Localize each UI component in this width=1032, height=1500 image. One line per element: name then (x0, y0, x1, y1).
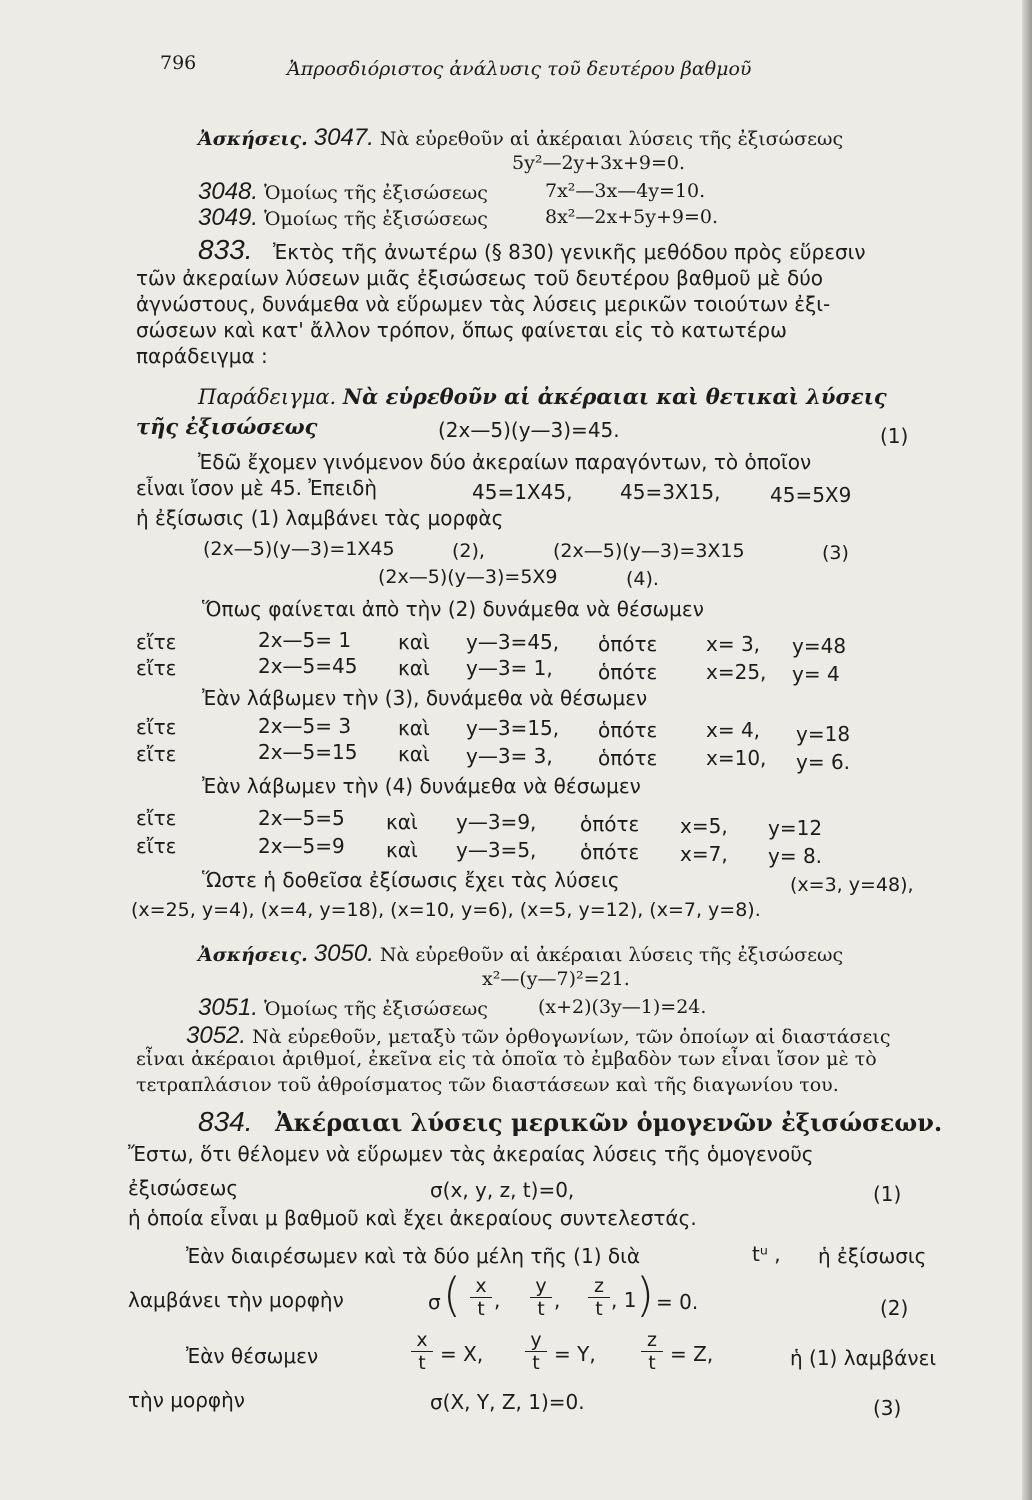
section-834-line: Ἔστω, ὅτι θέλομεν νὰ εὕρωμεν τὰς ἀκεραίας λύσεις τῆς ὁμογενοῦς (128, 1142, 814, 1166)
case-factor-b: y—3=15, (466, 716, 560, 740)
solution-y: y= 8. (768, 844, 823, 868)
numerator: y (535, 1275, 547, 1297)
exercise-number: 3048. (198, 178, 259, 205)
case-factor-a: 2x—5= 3 (258, 714, 352, 738)
fraction-z-over-t (588, 1276, 610, 1319)
equation-tag-3: (3) (873, 1396, 902, 1420)
case-and: καὶ (386, 838, 418, 862)
solution-y: y= 6. (796, 750, 851, 774)
exercise-3048 (198, 178, 488, 206)
equation-3050: x²—(y—7)²=21. (482, 968, 630, 990)
equals-X: = X, (440, 1342, 484, 1366)
solutions-list: (x=25, y=4), (x=4, y=18), (x=10, y=6), (x=5, y=12), (x=7, y=8). (131, 899, 761, 921)
exercise-text: Ὁμοίως τῆς ἐξισώσεως (264, 998, 488, 1020)
numerator: x (416, 1329, 428, 1351)
section-834-line: ἡ ὁποία εἶναι μ βαθμοῦ καὶ ἔχει ἀκεραίους συντελεστάς. (128, 1206, 697, 1230)
exercise-number: 3052. (186, 1022, 247, 1049)
sigma-symbol: σ (428, 1290, 441, 1314)
example-label: Παράδειγμα. (198, 385, 337, 409)
exercise-3047 (198, 124, 843, 152)
case-and: καὶ (398, 716, 430, 740)
exercise-text: Ὁμοίως τῆς ἐξισώσεως (264, 182, 488, 204)
equals-Z: = Z, (670, 1342, 714, 1366)
example-intro: Ἐὰν λάβωμεν τὴν (4) δυνάμεθα νὰ θέσωμεν (202, 774, 641, 798)
fraction-x-over-t (411, 1330, 433, 1373)
section-834-title: Ἀκέραιαι λύσεις μερικῶν ὁμογενῶν ἐξισώσεων. (275, 1108, 943, 1137)
form-3: (2x—5)(y—3)=3X15 (553, 540, 745, 562)
equals-zero: = 0. (656, 1290, 699, 1314)
one-term: , 1 (611, 1288, 637, 1312)
case-then: ὁπότε (598, 718, 658, 742)
comma: , (554, 1288, 561, 1312)
exercises-label: Ἀσκήσεις. (198, 128, 308, 150)
example-line: Ἐδῶ ἔχομεν γινόμενον δύο ἀκεραίων παραγόντων, τὸ ὁποῖον (198, 450, 812, 474)
denominator: t (418, 1352, 426, 1374)
exercise-text: Ὁμοίως τῆς ἐξισώσεως (264, 208, 488, 230)
equation-tag-1: (1) (873, 1182, 902, 1206)
right-paren: ) (636, 1268, 654, 1322)
exercise-text: Νὰ εὑρεθοῦν αἱ ἀκέραιαι λύσεις τῆς ἐξισώσεως (379, 128, 844, 150)
solution-x: x= 3, (706, 632, 761, 656)
case-factor-a: 2x—5=5 (258, 806, 345, 830)
equation-tag-1: (1) (880, 424, 909, 448)
equation-3048: 7x²—3x—4y=10. (545, 180, 706, 202)
denominator: t (532, 1352, 540, 1374)
denominator: t (537, 1298, 545, 1320)
exercise-3049 (198, 204, 488, 232)
section-834-line-6-end: ἡ (1) λαμβάνει (790, 1346, 937, 1370)
case-word: εἴτε (136, 630, 177, 654)
case-factor-a: 2x—5=15 (258, 740, 358, 764)
exercise-number: 3049. (198, 204, 259, 231)
page-edge-shadow (1022, 0, 1032, 1500)
section-834-line-4: Ἐὰν διαιρέσωμεν καὶ τὰ δύο μέλη τῆς (1) διὰ (186, 1244, 641, 1268)
case-word: εἴτε (136, 834, 177, 858)
case-word: εἴτε (136, 656, 177, 680)
section-833-line: τῶν ἀκεραίων λύσεων μιᾶς ἐξισώσεως τοῦ δευτέρου βαθμοῦ μὲ δύο (136, 266, 824, 290)
section-834-line-2: ἐξισώσεως (128, 1176, 239, 1200)
section-833-line: ἀγνώστους, δυνάμεθα νὰ εὕρωμεν τὰς λύσεις μερικῶν τοιούτων ἐξι- (136, 292, 831, 316)
equation-3051: (x+2)(3y—1)=24. (538, 996, 707, 1018)
power-t-mu: tᵘ , (752, 1242, 781, 1266)
running-title: Ἀπροσδιόριστος ἀνάλυσις τοῦ δευτέρου βαθμοῦ (287, 58, 752, 80)
factor-1: 45=1X45, (472, 480, 573, 504)
section-834-line-5: λαμβάνει τὴν μορφὴν (128, 1288, 344, 1312)
factor-2: 45=3X15, (620, 480, 721, 504)
form-3-tag: (3) (822, 542, 849, 564)
example-line: ἡ ἐξίσωσις (1) λαμβάνει τὰς μορφὰς (136, 506, 504, 530)
numerator: x (475, 1275, 487, 1297)
example-intro: Ὅπως φαίνεται ἀπὸ τὴν (2) δυνάμεθα νὰ θέσωμεν (202, 597, 704, 621)
solution-x: x= 4, (706, 718, 761, 742)
section-834-number: 834. (198, 1106, 253, 1137)
example-heading-2: τῆς ἐξισώσεως (136, 414, 318, 439)
final-equation: σ(X, Y, Z, 1)=0. (430, 1390, 585, 1414)
solution-y: y=12 (768, 816, 823, 840)
section-834-line-7: τὴν μορφὴν (128, 1388, 245, 1412)
fraction-y-over-t (525, 1330, 547, 1373)
section-833-number: 833. (198, 234, 253, 265)
equation-tag-2: (2) (880, 1296, 909, 1320)
exercise-number: 3050. (313, 940, 374, 967)
case-and: καὶ (398, 656, 430, 680)
case-factor-a: 2x—5= 1 (258, 628, 352, 652)
denominator: t (648, 1352, 656, 1374)
equals-Y: = Y, (554, 1342, 596, 1366)
case-then: ὁπότε (598, 632, 658, 656)
exercise-3050 (198, 940, 843, 968)
case-then: ὁπότε (580, 812, 640, 836)
case-and: καὶ (398, 630, 430, 654)
exercise-3052 (186, 1022, 890, 1050)
denominator: t (595, 1298, 603, 1320)
case-and: καὶ (386, 810, 418, 834)
fraction-z-over-t (641, 1330, 663, 1373)
section-833-line: Ἐκτὸς τῆς ἀνωτέρω (§ 830) γενικῆς μεθόδου πρὸς εὕρεσιν (273, 240, 866, 264)
section-833-line: σώσεων καὶ κατ' ἄλλον τρόπον, ὅπως φαίνεται εἰς τὸ κατωτέρω (136, 318, 787, 342)
case-factor-b: y—3=5, (456, 838, 537, 862)
case-word: εἴτε (136, 742, 177, 766)
case-factor-a: 2x—5=9 (258, 834, 345, 858)
equation-3049: 8x²—2x+5y+9=0. (545, 206, 719, 228)
left-paren: ( (443, 1268, 461, 1322)
form-4: (2x—5)(y—3)=5X9 (378, 566, 558, 588)
example-heading-text: Νὰ εὑρεθοῦν αἱ ἀκέραιαι καὶ θετικαὶ λύσεις (342, 384, 887, 409)
denominator: t (477, 1298, 485, 1320)
example-equation: (2x—5)(y—3)=45. (438, 418, 620, 442)
form-4-tag: (4). (626, 568, 659, 590)
example-heading (198, 384, 887, 409)
solution-x: x=7, (680, 842, 728, 866)
exercise-number: 3047. (313, 124, 374, 151)
exercise-3052-line: εἶναι ἀκέραιοι ἀριθμοί, ἐκεῖνα εἰς τὰ ὁποῖα τὸ ἐμβαδὸν των εἶναι ἴσον μὲ τὸ (136, 1048, 877, 1070)
case-word: εἴτε (136, 806, 177, 830)
equation-3047: 5y²—2y+3x+9=0. (512, 152, 686, 174)
exercise-3052-line: τετραπλάσιον τοῦ ἀθροίσματος τῶν διαστάσεων καὶ τῆς διαγωνίου του. (136, 1074, 839, 1096)
exercises-label: Ἀσκήσεις. (198, 944, 308, 966)
section-834-line-4-end: ἡ ἐξίσωσις (818, 1244, 927, 1268)
comma: , (494, 1288, 501, 1312)
solution-pair-1: (x=3, y=48), (790, 874, 914, 896)
case-word: εἴτε (136, 715, 177, 739)
solution-x: x=25, (706, 660, 767, 684)
case-factor-b: y—3=9, (456, 810, 537, 834)
conclusion-text: Ὥστε ἡ δοθεῖσα ἐξίσωσις ἔχει τὰς λύσεις (202, 868, 620, 892)
numerator: z (647, 1329, 657, 1351)
solution-y: y= 4 (792, 662, 840, 686)
case-then: ὁπότε (580, 840, 640, 864)
solution-y: y=18 (796, 722, 851, 746)
case-then: ὁπότε (598, 746, 658, 770)
form-2-tag: (2), (452, 540, 485, 562)
exercise-text: Νὰ εὑρεθοῦν, μεταξὺ τῶν ὀρθογωνίων, τῶν ὁποίων αἱ διαστάσεις (252, 1026, 891, 1048)
page-number: 796 (160, 52, 197, 74)
solution-x: x=10, (706, 746, 767, 770)
example-line-2: εἶναι ἴσον μὲ 45. Ἐπειδὴ (136, 476, 378, 500)
case-factor-b: y—3= 1, (466, 656, 553, 680)
homogeneous-equation: σ(x, y, z, t)=0, (430, 1178, 575, 1202)
exercise-text: Νὰ εὑρεθοῦν αἱ ἀκέραιαι λύσεις τῆς ἐξισώσεως (379, 944, 844, 966)
fraction-y-over-t (530, 1276, 552, 1319)
case-factor-b: y—3=45, (466, 630, 560, 654)
case-factor-b: y—3= 3, (466, 744, 553, 768)
case-and: καὶ (398, 742, 430, 766)
form-2: (2x—5)(y—3)=1X45 (203, 538, 395, 560)
case-then: ὁπότε (598, 660, 658, 684)
case-factor-a: 2x—5=45 (258, 654, 358, 678)
factor-3: 45=5X9 (770, 483, 852, 507)
section-834-line-6: Ἐὰν θέσωμεν (186, 1344, 319, 1368)
solution-y: y=48 (792, 634, 847, 658)
numerator: z (594, 1275, 604, 1297)
exercise-number: 3051. (198, 994, 259, 1021)
solution-x: x=5, (680, 814, 728, 838)
section-833-line: παράδειγμα : (136, 344, 268, 368)
exercise-3051 (198, 994, 488, 1022)
example-intro: Ἐὰν λάβωμεν τὴν (3), δυνάμεθα νὰ θέσωμεν (202, 686, 648, 710)
fraction-x-over-t (470, 1276, 492, 1319)
numerator: y (530, 1329, 542, 1351)
